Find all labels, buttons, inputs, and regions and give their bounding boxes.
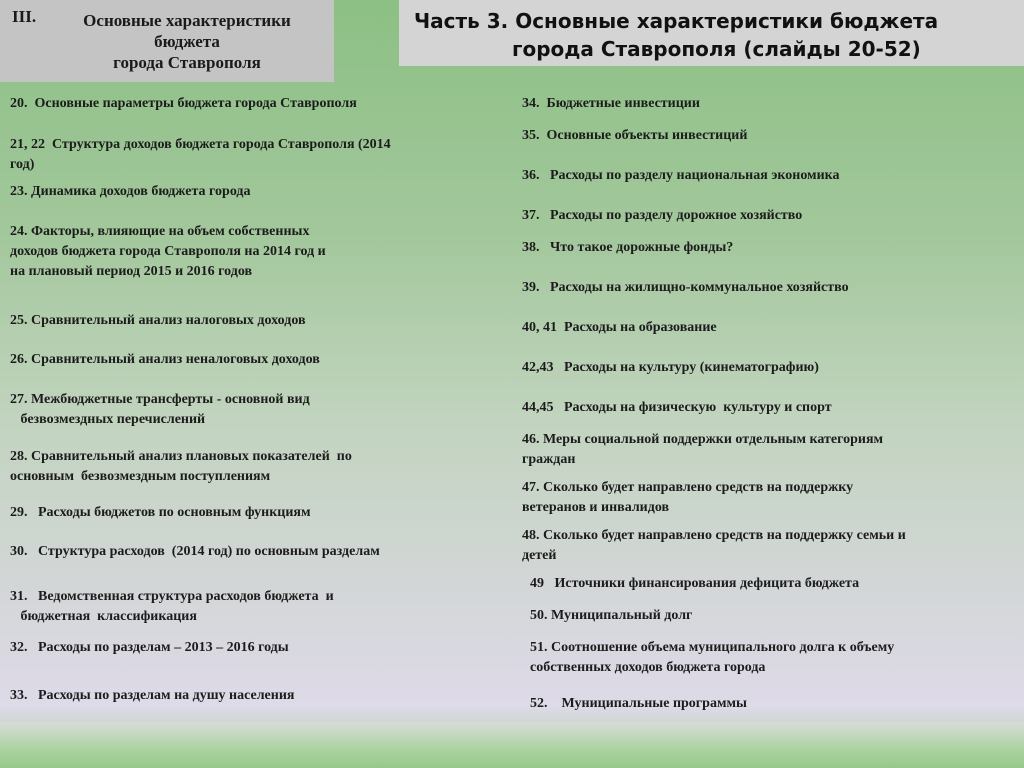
toc-item-25: 25. Сравнительный анализ налоговых доходов	[10, 313, 306, 328]
toc-item-49: 49 Источники финансирования дефицита бюджета	[530, 576, 860, 591]
toc-item-26: 26. Сравнительный анализ неналоговых доходов	[10, 352, 320, 367]
toc-item-36: 36. Расходы по разделу национальная экономика	[522, 168, 840, 183]
toc-item-20: 20. Основные параметры бюджета города Ставрополя	[10, 96, 357, 111]
toc-item-27: 27. Межбюджетные трансферты - основной вид безвозмездных перечислений	[10, 392, 310, 427]
slide-title-line-1: Часть 3. Основные характеристики бюджета	[414, 9, 939, 33]
toc-item-33: 33. Расходы по разделам на душу населения	[10, 688, 295, 703]
toc-item-39: 39. Расходы на жилищно-коммунальное хозяйство	[522, 280, 849, 295]
toc-item-35: 35. Основные объекты инвестиций	[522, 128, 748, 143]
toc-item-47: 47. Сколько будет направлено средств на поддержку ветеранов и инвалидов	[522, 480, 854, 515]
toc-item-30: 30. Структура расходов (2014 год) по основным разделам	[10, 544, 380, 559]
toc-item-50: 50. Муниципальный долг	[530, 608, 693, 623]
toc-item-31: 31. Ведомственная структура расходов бюджета и бюджетная классификация	[10, 589, 334, 624]
toc-item-24: 24. Факторы, влияющие на объем собственных доходов бюджета города Ставрополя на 2014 год и на плановый период 2015 и 2016 годов	[10, 224, 326, 279]
section-title-line: Основные характеристики	[83, 11, 291, 30]
toc-item-29: 29. Расходы бюджетов по основным функциям	[10, 505, 311, 520]
toc-item-44-45: 44,45 Расходы на физическую культуру и спорт	[522, 400, 832, 415]
toc-item-37: 37. Расходы по разделу дорожное хозяйство	[522, 208, 803, 223]
section-title	[50, 10, 324, 73]
slide-title-line-2: города Ставрополя (слайды 20-52)	[512, 37, 921, 61]
toc-item-34: 34. Бюджетные инвестиции	[522, 96, 700, 111]
toc-item-46: 46. Меры социальной поддержки отдельным категориям граждан	[522, 432, 884, 467]
section-number: III.	[12, 7, 37, 26]
section-title-line: города Ставрополя	[113, 53, 261, 72]
bottom-decorative-band	[0, 722, 1024, 768]
toc-item-51: 51. Соотношение объема муниципального долга к объему собственных доходов бюджета города	[530, 640, 895, 675]
slide-title	[399, 0, 1024, 66]
toc-item-38: 38. Что такое дорожные фонды?	[522, 240, 734, 255]
section-title-line: бюджета	[154, 32, 220, 51]
toc-item-40-41: 40, 41 Расходы на образование	[522, 320, 717, 335]
toc-item-52: 52. Муниципальные программы	[530, 696, 747, 711]
toc-item-32: 32. Расходы по разделам – 2013 – 2016 годы	[10, 640, 289, 655]
toc-item-23: 23. Динамика доходов бюджета города	[10, 184, 251, 199]
toc-item-28: 28. Сравнительный анализ плановых показателей по основным безвозмездным поступлениям	[10, 449, 352, 484]
toc-item-48: 48. Сколько будет направлено средств на поддержку семьи и детей	[522, 528, 906, 563]
toc-item-21-22: 21, 22 Структура доходов бюджета города Ставрополя (2014 год)	[10, 137, 391, 172]
toc-item-42-43: 42,43 Расходы на культуру (кинематографию)	[522, 360, 819, 375]
section-label-box	[0, 0, 334, 82]
